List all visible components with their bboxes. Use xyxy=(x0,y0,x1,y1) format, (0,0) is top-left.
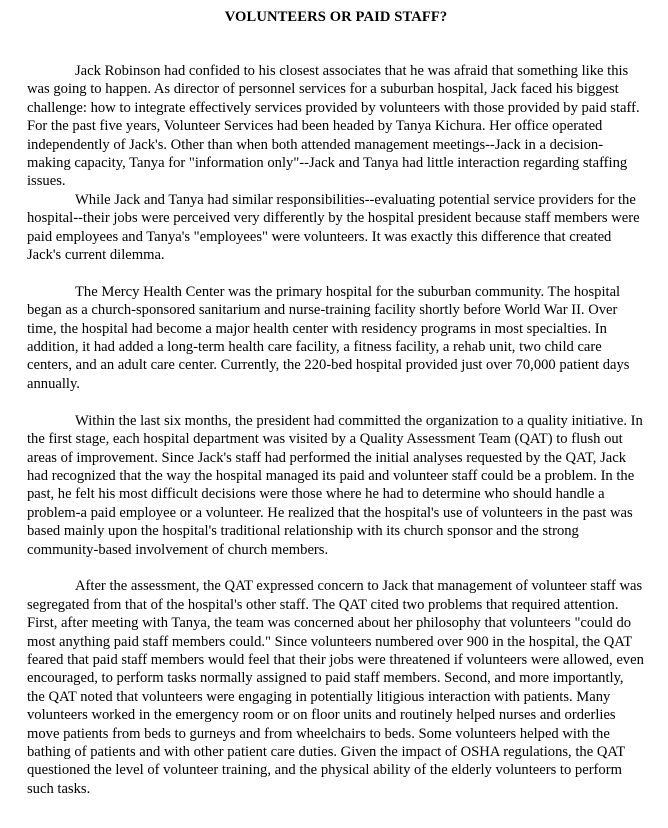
paragraph-jack-robinson: Jack Robinson had confided to his closest associates that he was afraid that something like this was going to happen. As director of personnel services for a suburban hospital, Jack faced his biggest challenge: how to integrate effectively services provided by volunteers with those provided by paid staff. For the past five years, Volunteer Services had been headed by Tanya Kichura. Her office operated independently of Jack's. Other than when both attended management meetings--Jack in a decision-making capacity, Tanya for "information only"--Jack and Tanya had little interaction regarding staffing issues. xyxy=(27,63,640,190)
paragraph-similar-responsibilities: While Jack and Tanya had similar responsibilities--evaluating potential service providers for the hospital--their jobs were perceived very differently by the hospital president because staff members were paid employees and Tanya's "employees" were volunteers. It was exactly this difference that created Jack's current dilemma. xyxy=(27,191,640,264)
document-title: VOLUNTEERS OR PAID STAFF? xyxy=(224,9,448,25)
paragraph-quality-initiative: Within the last six months, the president had committed the organization to a quality initiative. In the first stage, each hospital department was visited by a Quality Assessment Team (QAT) to flush out areas of improvement. Since Jack's staff had performed the initial analyses requested by the QAT, Jack had recognized that the way the hospital managed its paid and volunteer staff could be a problem. In the past, he felt his most difficult decisions were those where he had to determine who should handle a problem-a paid employee or a volunteer. He realized that the hospital's use of volunteers in the past was based mainly upon the hospital's traditional relationship with its church sponsor and the strong community-based involvement of church members. xyxy=(27,412,643,558)
paragraph-mercy-health-center: The Mercy Health Center was the primary hospital for the suburban community. The hospital began as a church-sponsored sanitarium and nurse-training facility shortly before World War II. Over time, the hospital had become a major health center with residency programs in most specialties. In addition, it had added a long-term health care facility, a fitness facility, a rehab unit, two child care centers, and an adult care center. Currently, the 220-bed hospital provided just over 70,000 patient days annually. xyxy=(27,283,630,392)
paragraph-after-assessment: After the assessment, the QAT expressed concern to Jack that management of volunteer staff was segregated from that of the hospital's other staff. The QAT cited two problems that required attention. First, after meeting with Tanya, the team was concerned about her philosophy that volunteers "could do most anything paid staff members could." Since volunteers numbered over 900 in the hospital, the QAT feared that paid staff members would feel that their jobs were threatened if volunteers were allowed, even encouraged, to perform tasks normally assigned to paid staff members. Second, and more importantly, the QAT noted that volunteers were engaging in potentially litigious interaction with patients. Many volunteers worked in the emergency room or on floor units and routinely helped nurses and orderlies move patients from beds to gurneys and from wheelchairs to beds. Some volunteers helped with the bathing of patients and with other patient care duties. Given the impact of OSHA regulations, the QAT questioned the level of volunteer training, and the physical ability of the elderly volunteers to perform such tasks. xyxy=(27,578,644,797)
